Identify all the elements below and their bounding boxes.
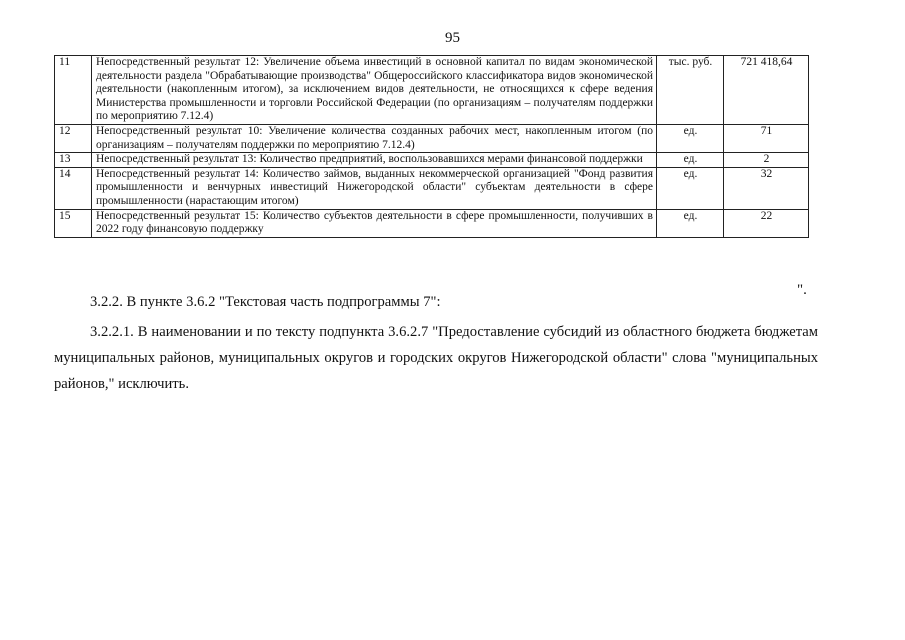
row-value-cell: 71 — [724, 124, 809, 152]
row-value-cell: 721 418,64 — [724, 56, 809, 125]
row-value-cell: 32 — [724, 167, 809, 209]
page-number: 95 — [445, 30, 460, 46]
row-description-cell: Непосредственный результат 10: Увеличение количества созданных рабочих мест, накопленным итогом (по организациям – получателям поддержки по мероприятию 7.12.4) — [92, 124, 657, 152]
paragraph-3-2-2: 3.2.2. В пункте 3.6.2 "Текстовая часть подпрограммы 7": — [90, 294, 441, 310]
row-number-cell: 13 — [55, 153, 92, 168]
table-row — [55, 167, 809, 209]
paragraph-3-2-2-1: 3.2.2.1. В наименовании и по тексту подпункта 3.6.2.7 "Предоставление субсидий из областного бюджета бюджетам муниципальных районов, муниципальных округов и городских округов Нижегородской области" слова "муниципальных районов," исключить. — [54, 324, 818, 392]
row-number-cell: 14 — [55, 167, 92, 209]
row-description-cell: Непосредственный результат 12: Увеличение объема инвестиций в основной капитал по видам экономической деятельности раздела "Обрабатывающие производства" Общероссийского классификатора видов экономической деятельности (накопленным итогом), за исключением видов деятельности, не относящихся к сфере ведения Министерства промышленности и торговли Российской Федерации (по организациям – получателям поддержки по мероприятию 7.12.4) — [92, 56, 657, 125]
row-unit-cell: ед. — [657, 124, 724, 152]
row-unit-cell: тыс. руб. — [657, 56, 724, 125]
table-row — [55, 153, 809, 168]
row-number-cell: 15 — [55, 209, 92, 237]
table-row — [55, 56, 809, 125]
row-description-cell: Непосредственный результат 13: Количество предприятий, воспользовавшихся мерами финансовой поддержки — [92, 153, 657, 168]
table-row — [55, 209, 809, 237]
closing-quote: ". — [797, 282, 807, 298]
row-unit-cell: ед. — [657, 209, 724, 237]
row-value-cell: 22 — [724, 209, 809, 237]
row-number-cell: 11 — [55, 56, 92, 125]
row-description-cell: Непосредственный результат 14: Количество займов, выданных некоммерческой организацией "Фонд развития промышленности и венчурных инвестиций Нижегородской области" субъектам деятельности в сфере промышленности (нарастающим итогом) — [92, 167, 657, 209]
results-table — [54, 55, 809, 238]
row-number-cell: 12 — [55, 124, 92, 152]
table-row — [55, 124, 809, 152]
row-unit-cell: ед. — [657, 167, 724, 209]
row-unit-cell: ед. — [657, 153, 724, 168]
row-description-cell: Непосредственный результат 15: Количество субъектов деятельности в сфере промышленности, получивших в 2022 году финансовую поддержку — [92, 209, 657, 237]
row-value-cell: 2 — [724, 153, 809, 168]
